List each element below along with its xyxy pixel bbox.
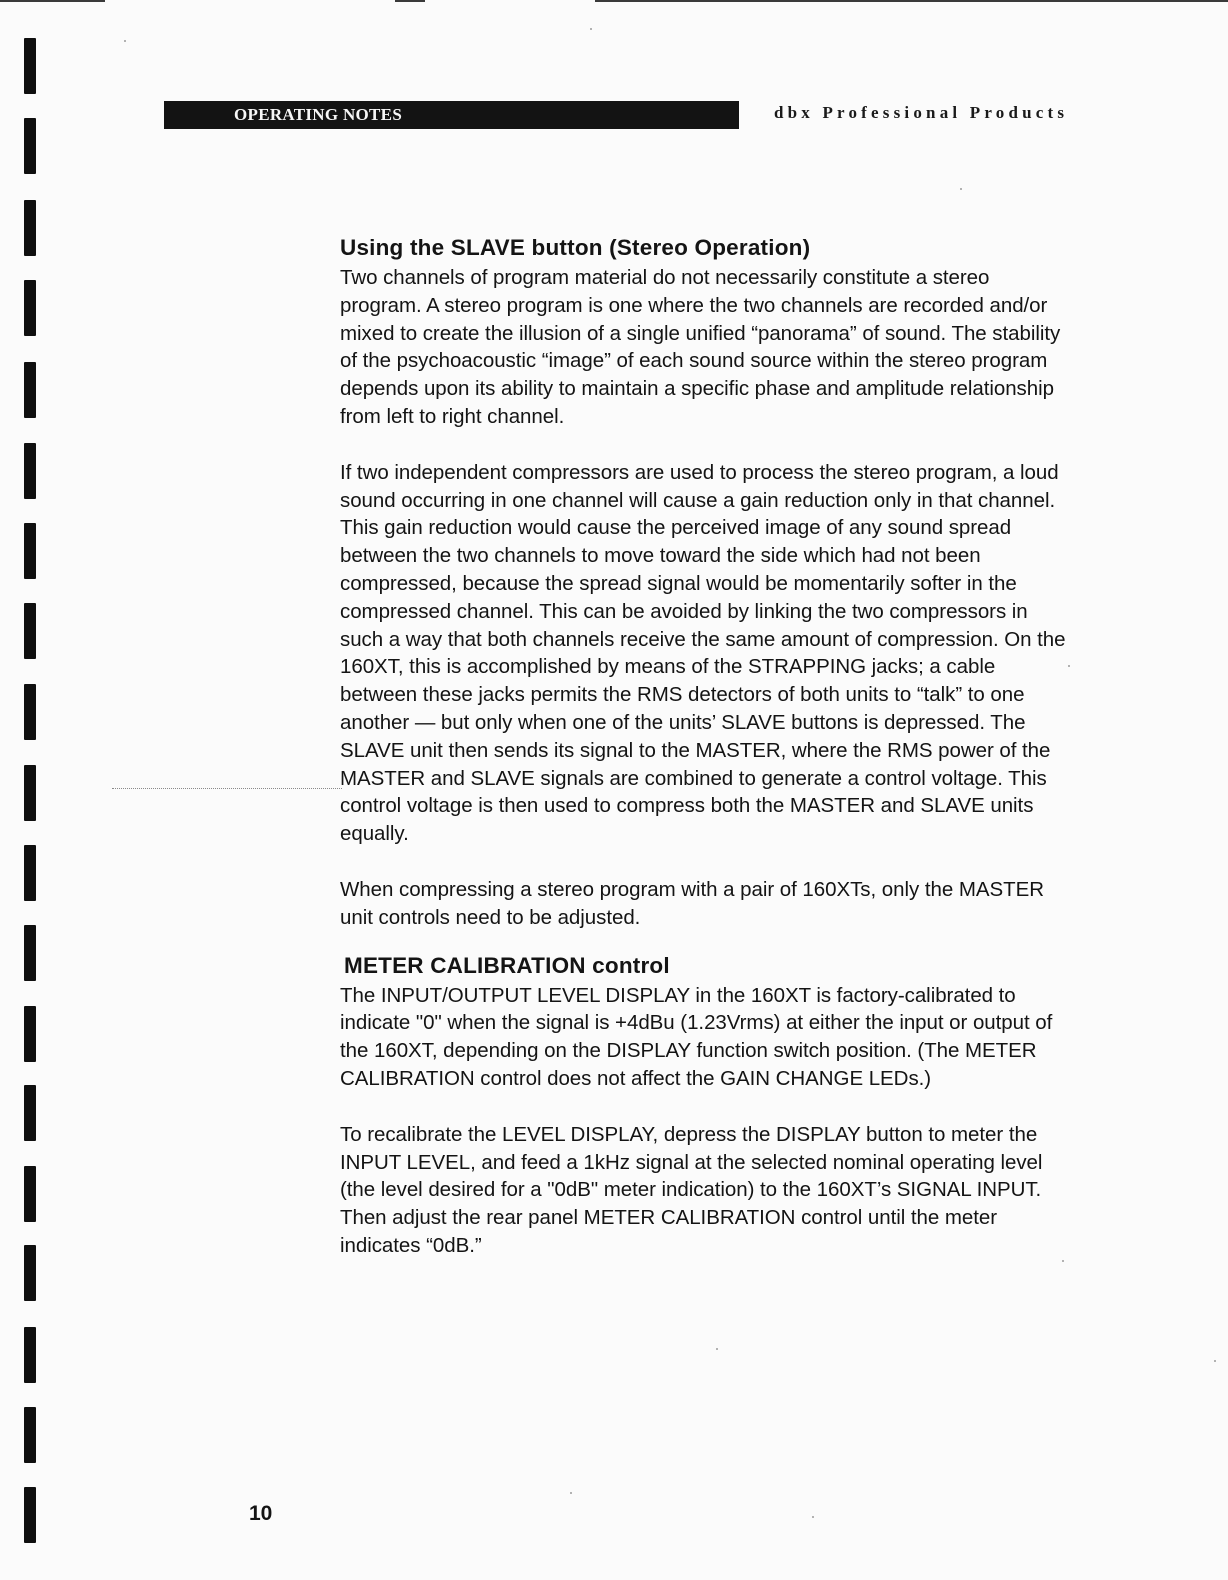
scan-speck [960,188,962,190]
section-title-slave: Using the SLAVE button (Stereo Operation) [340,235,811,260]
paragraph: To recalibrate the LEVEL DISPLAY, depress the DISPLAY button to meter the INPUT LEVEL, and feed a 1kHz signal at the selected nominal operating level (the level desired for a "0dB" meter indication) to the 160XT’s SIGNAL INPUT. Then adjust the rear panel METER CALIBRATION control until the meter indicates “0dB.” [340,1122,1043,1257]
scan-speck [124,40,126,42]
binding-mark [24,443,36,499]
paragraph: If two independent compressors are used to process the stereo program, a loud sound occurring in one channel will cause a gain reduction only in that channel. This gain reduction would cause the perceived image of any sound spread between the two channels to move toward the side which had not been compressed, because the spread signal would be momentarily softer in the compressed channel. This can be avoided by linking the two compressors in such a way that both channels receive the same amount of compression. On the 160XT, this is accomplished by means of the STRAPPING jacks; a cable between these jacks permits the RMS detectors of both units to “talk” to one another — but only when one of the units’ SLAVE buttons is depressed. The SLAVE unit then sends its signal to the MASTER, where the RMS power of the MASTER and SLAVE signals are combined to generate a control voltage. This control voltage is then used to compress both the MASTER and SLAVE units equally. [340,460,1066,846]
binding-mark [24,1085,36,1141]
binding-marks [0,0,60,1580]
paragraph: The INPUT/OUTPUT LEVEL DISPLAY in the 160XT is factory-calibrated to indicate "0" when the signal is +4dBu (1.23Vrms) at either the input or output of the 160XT, depending on the DISPLAY function switch position. (The METER CALIBRATION control does not affect the GAIN CHANGE LEDs.) [340,983,1053,1090]
brand-name: dbx Professional Products [774,103,1069,122]
binding-mark [24,1166,36,1222]
binding-mark [24,1407,36,1463]
scan-speck [1062,1260,1064,1262]
paragraph: When compressing a stereo program with a pair of 160XTs, only the MASTER unit controls need to be adjusted. [340,877,1044,929]
scan-speck [716,1348,718,1350]
binding-mark [24,1327,36,1383]
section-title-meter-calibration: METER CALIBRATION control [344,952,670,978]
section-header-label: OPERATING NOTES [234,105,403,124]
scan-speck [812,1516,814,1518]
binding-mark [24,603,36,659]
scan-speck [570,1492,572,1494]
binding-mark [24,1245,36,1301]
scan-speck [1214,1360,1216,1362]
binding-mark [24,684,36,740]
binding-mark [24,523,36,579]
binding-mark [24,38,36,94]
scan-dotted-line [112,788,342,789]
page-number: 10 [249,1502,273,1525]
section-header-bar [164,101,739,129]
binding-mark [24,200,36,256]
top-edge-rule-right [595,0,1228,2]
binding-mark [24,362,36,418]
binding-mark [24,925,36,981]
binding-mark [24,1006,36,1062]
paragraph: Two channels of program material do not necessarily constitute a stereo program. A stereo program is one where the two channels are recorded and/or mixed to create the illusion of a single unified “panorama” of sound. The stability of the psychoacoustic “image” of each sound source within the stereo program depends upon its ability to maintain a specific phase and amplitude relationship from left to right channel. [340,266,1061,428]
binding-mark [24,1487,36,1543]
scan-speck [590,28,592,30]
top-edge-rule-center [395,0,425,2]
binding-mark [24,845,36,901]
main-content [340,232,1070,1260]
binding-mark [24,118,36,174]
binding-mark [24,765,36,821]
binding-mark [24,280,36,336]
